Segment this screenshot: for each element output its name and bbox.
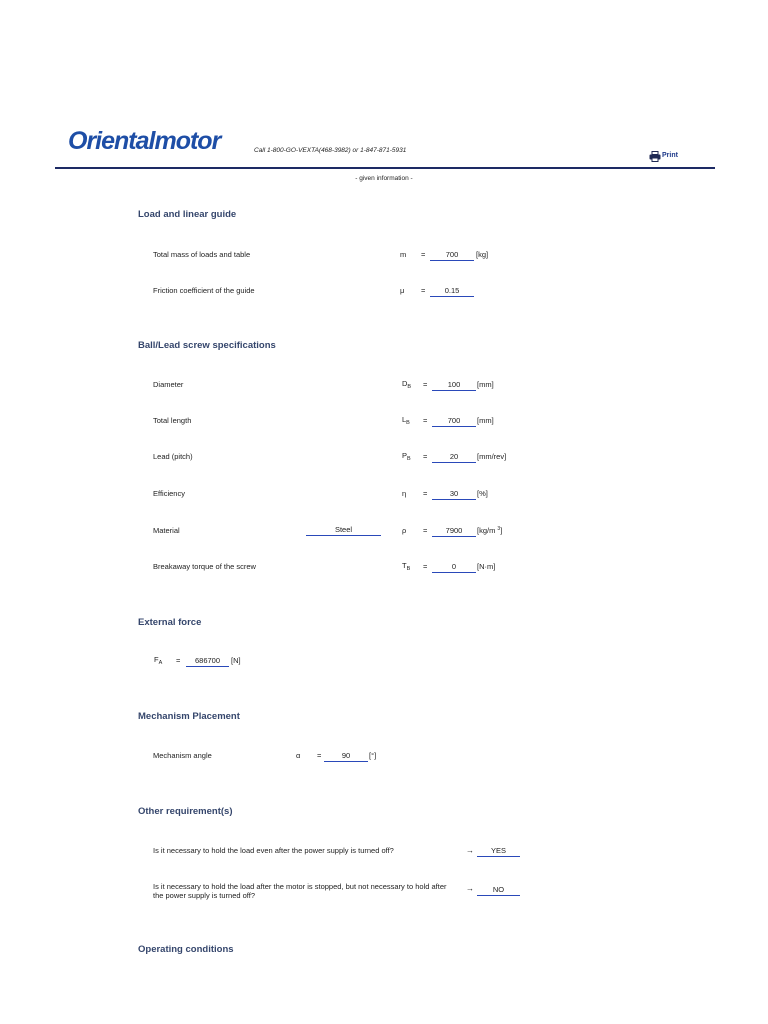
external-force-input[interactable]: 686700 [186, 655, 229, 667]
density-unit-close: ] [500, 526, 503, 535]
total-length-label: Total length [153, 416, 192, 425]
equals-sign: = [317, 751, 322, 760]
total-mass-symbol: m [400, 250, 407, 259]
density-unit [477, 526, 502, 536]
mechanism-angle-unit: [°] [369, 751, 377, 760]
efficiency-symbol: η [402, 489, 407, 498]
equals-sign: = [423, 562, 428, 571]
equals-sign: = [423, 452, 428, 461]
external-force-unit: [N] [231, 656, 241, 665]
equals-sign: = [176, 656, 181, 665]
breakaway-torque-symbol [402, 561, 410, 571]
section-heading-mechanism-placement: Mechanism Placement [138, 711, 240, 722]
lead-pitch-input[interactable]: 20 [432, 451, 476, 463]
equals-sign: = [423, 416, 428, 425]
breakaway-torque-symbol-letter: T [402, 561, 407, 570]
mechanism-angle-label: Mechanism angle [153, 751, 212, 760]
external-force-symbol-letter: F [154, 655, 159, 664]
friction-coefficient-symbol: μ [400, 286, 405, 295]
equals-sign: = [423, 489, 428, 498]
total-length-symbol-subscript: B [406, 420, 410, 426]
material-select[interactable]: Steel [306, 524, 381, 536]
diameter-input[interactable]: 100 [432, 379, 476, 391]
equals-sign: = [421, 286, 426, 295]
lead-pitch-symbol-letter: P [402, 451, 408, 460]
print-button[interactable] [649, 149, 681, 161]
diameter-symbol-subscript: B [407, 384, 412, 390]
density-unit-base: [kg/m [477, 526, 498, 535]
diameter-label: Diameter [153, 380, 184, 389]
printer-icon [649, 149, 661, 160]
equals-sign: = [423, 526, 428, 535]
hold-after-power-off-select[interactable]: YES [477, 845, 520, 857]
diameter-symbol [402, 379, 411, 389]
print-label: Print [662, 152, 678, 159]
section-heading-other-requirements: Other requirement(s) [138, 806, 233, 817]
lead-pitch-label: Lead (pitch) [153, 452, 193, 461]
breakaway-torque-symbol-subscript: B [406, 566, 411, 572]
breakaway-torque-unit: [N·m] [477, 562, 496, 571]
mechanism-angle-input[interactable]: 90 [324, 750, 368, 762]
lead-pitch-symbol [402, 451, 411, 461]
section-heading-screw-specs: Ball/Lead screw specifications [138, 340, 276, 351]
density-input[interactable]: 7900 [432, 525, 476, 537]
section-heading-load-guide: Load and linear guide [138, 209, 237, 220]
arrow-right-icon: → [466, 884, 474, 893]
total-length-symbol-letter: L [402, 415, 407, 424]
hold-after-stop-question-line2: the power supply is turned off? [153, 891, 256, 900]
efficiency-label: Efficiency [153, 489, 185, 498]
arrow-right-icon: → [466, 846, 474, 855]
breakaway-torque-label: Breakaway torque of the screw [153, 562, 256, 571]
total-mass-label: Total mass of loads and table [153, 250, 251, 259]
hold-after-stop-select[interactable]: NO [477, 884, 520, 896]
density-symbol: ρ [402, 526, 407, 535]
external-force-symbol [154, 655, 162, 665]
breakaway-torque-input[interactable]: 0 [432, 561, 476, 573]
total-length-input[interactable]: 700 [432, 415, 476, 427]
total-mass-unit: [kg] [476, 250, 489, 259]
phone-number: Call 1-800-GO-VEXTA(468-3982) or 1-847-871-5931 [254, 147, 407, 154]
friction-coefficient-input[interactable]: 0.15 [430, 285, 474, 297]
friction-coefficient-label: Friction coefficient of the guide [153, 286, 255, 295]
diameter-unit: [mm] [477, 380, 494, 389]
section-heading-operating-conditions: Operating conditions [138, 944, 234, 955]
lead-pitch-symbol-subscript: B [407, 456, 411, 462]
hold-after-power-off-question: Is it necessary to hold the load even after the power supply is turned off? [153, 846, 394, 855]
logo[interactable]: Orientalmotor [68, 127, 221, 155]
density-unit-exponent: 3 [497, 526, 501, 532]
mechanism-angle-symbol: α [296, 751, 301, 760]
efficiency-input[interactable]: 30 [432, 488, 476, 500]
equals-sign: = [421, 250, 426, 259]
total-length-unit: [mm] [477, 416, 494, 425]
total-length-symbol [402, 415, 410, 425]
external-force-symbol-subscript: A [158, 660, 163, 666]
section-heading-external-force: External force [138, 617, 202, 628]
given-information-label: - given information - [355, 175, 413, 182]
lead-pitch-unit: [mm/rev] [477, 452, 507, 461]
diameter-symbol-letter: D [402, 379, 408, 388]
equals-sign: = [423, 380, 428, 389]
header-divider [55, 167, 715, 169]
material-label: Material [153, 526, 180, 535]
efficiency-unit: [%] [477, 489, 488, 498]
hold-after-stop-question-line1: Is it necessary to hold the load after the motor is stopped, but not necessary to hold after [153, 882, 447, 891]
total-mass-input[interactable]: 700 [430, 249, 474, 261]
